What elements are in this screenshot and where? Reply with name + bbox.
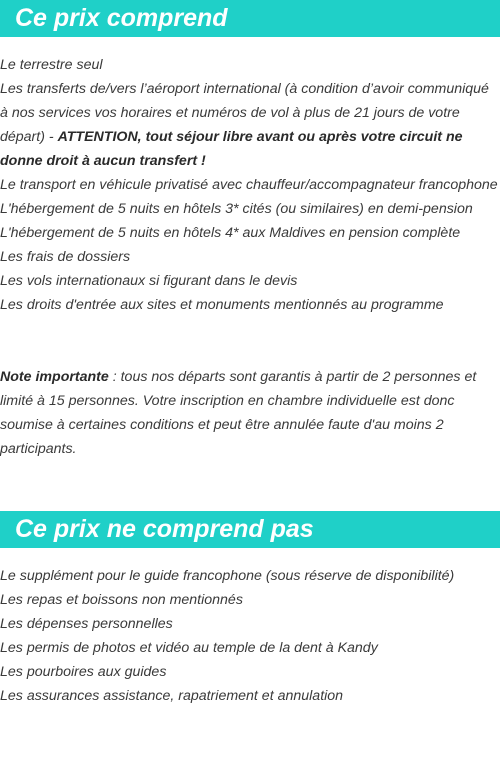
transfer-warning: ATTENTION, tout séjour libre avant ou après votre circuit ne donne droit à aucun transfert ! xyxy=(0,129,463,169)
list-item: Les permis de photos et vidéo au temple de la dent à Kandy xyxy=(0,640,378,656)
list-item: Les repas et boissons non mentionnés xyxy=(0,592,243,608)
list-item xyxy=(0,77,500,173)
list-item: Les vols internationaux si figurant dans le devis xyxy=(0,273,298,289)
list-item: L'hébergement de 5 nuits en hôtels 3* cités (ou similaires) en demi-pension xyxy=(0,201,473,217)
list-item: Les assurances assistance, rapatriement et annulation xyxy=(0,688,344,704)
note-label: Note importante xyxy=(0,369,109,385)
list-item: Les droits d'entrée aux sites et monuments mentionnés au programme xyxy=(0,297,444,313)
list-item: Les dépenses personnelles xyxy=(0,616,173,632)
list-item: L'hébergement de 5 nuits en hôtels 4* aux Maldives en pension complète xyxy=(0,225,461,241)
excludes-section-title: Ce prix ne comprend pas xyxy=(0,511,500,548)
list-item: Les frais de dossiers xyxy=(0,249,131,265)
important-note xyxy=(0,365,490,461)
list-item: Les pourboires aux guides xyxy=(0,664,167,680)
includes-section-title: Ce prix comprend xyxy=(0,0,500,37)
includes-list xyxy=(0,53,500,317)
list-item: Le transport en véhicule privatisé avec chauffeur/accompagnateur francophone xyxy=(0,177,498,193)
excludes-list xyxy=(0,564,500,708)
list-item: Le terrestre seul xyxy=(0,57,103,73)
note-text: : tous nos départs sont garantis à partir de 2 personnes et limité à 15 personnes. Votre inscription en chambre individuelle est donc soumise à certaines conditions et peut être annulée faute d'au moins 2 participants. xyxy=(0,369,477,457)
list-item: Le supplément pour le guide francophone (sous réserve de disponibilité) xyxy=(0,568,455,584)
list-item-text: Les transferts de/vers l’aéroport international (à condition d’avoir communiqué à nos services vos horaires et numéros de vol à plus de 21 jours de votre départ) - xyxy=(0,81,489,145)
